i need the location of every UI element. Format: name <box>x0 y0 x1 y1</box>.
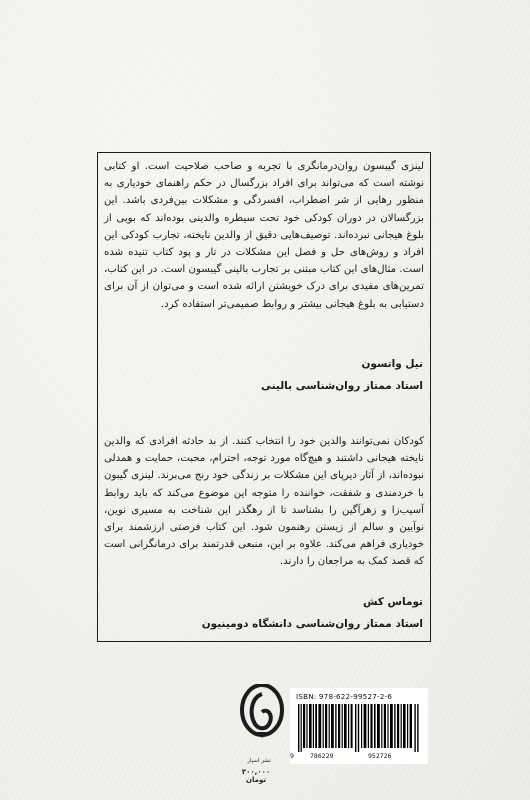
isbn-text: ISBN: 978-622-99527-2-6 <box>296 692 393 701</box>
barcode-first-digit: 9 <box>290 752 294 760</box>
publisher-name: نشر اسپار <box>247 758 271 764</box>
quote2-author: توماس کش <box>362 596 423 608</box>
barcode-icon <box>298 704 420 752</box>
publisher-logo-icon <box>237 684 287 764</box>
quote1-author: نیل واتسون <box>361 358 423 370</box>
barcode-left-group: 786229 <box>310 752 334 760</box>
quote-thomas-cash: کودکان نمی‌توانند والدین خود را انتخاب کنند. از بد حادثه افرادی که والدین نایخته هیجانی داشتند و هیچ‌گاه مورد توجه، احترام، محبت، حمایت و همدلی نبوده‌اند، از آثار دیرپای این مشکلات بر زندگی خود رنج می‌برند. لینزی گیبون با خردمندی و شفقت، خواننده را متوجه این موضوع می‌کند که باید روابط آسیب‌زا و زهرآگین را بشناسد تا از رهگذر این شناخت به مسیری نوین، نوآیین و سالم از زیستن رهنمون شود. این کتاب فرصتی ارزشمند برای خودیاری فراهم می‌کند. علاوه بر این، منبعی قدرتمند برای درمانگرانی است که قصد کمک به مراجعان را دارند. <box>104 436 424 568</box>
quote-neil-watson: لینزی گیبسون روان‌درمانگری با تجربه و صاحب صلاحیت است. او کتابی نوشته است که می‌تواند برای افراد بزرگسال در حکم راهنمای خودیاری به منظور رهایی از شر اضطراب، افسردگی و مشکلات بین‌فردی باشد. این بزرگسالان در دوران کودکی خود تحت سیطره والدینی بوده‌اند که بویی از بلوغ هیجانی نبرده‌اند. توصیف‌هایی دقیق از والدین نایخته، تجارب کودکی این افراد و روش‌های حل و فصل این مشکلات در تار و پود کتاب تنیده شده است. مثال‌های این کتاب مبتنی بر تجارب بالینی گیبسون است. در این کتاب، تمرین‌های مفیدی برای درک خویشتن ارائه شده است و می‌توان از آن برای دستیابی به بلوغ هیجانی بیشتر و روابط صمیمی‌تر استفاده کرد. <box>104 161 424 310</box>
quote1-author-title: استاد ممتاز روان‌شناسی بالینی <box>261 380 423 392</box>
price-label: ۳۰۰,۰۰۰ تومان <box>241 768 271 784</box>
barcode-right-group: 952726 <box>368 752 392 760</box>
barcode-panel <box>290 688 428 764</box>
quote2-author-title: استاد ممتاز روان‌شناسی دانشگاه دومینیون <box>201 618 423 630</box>
